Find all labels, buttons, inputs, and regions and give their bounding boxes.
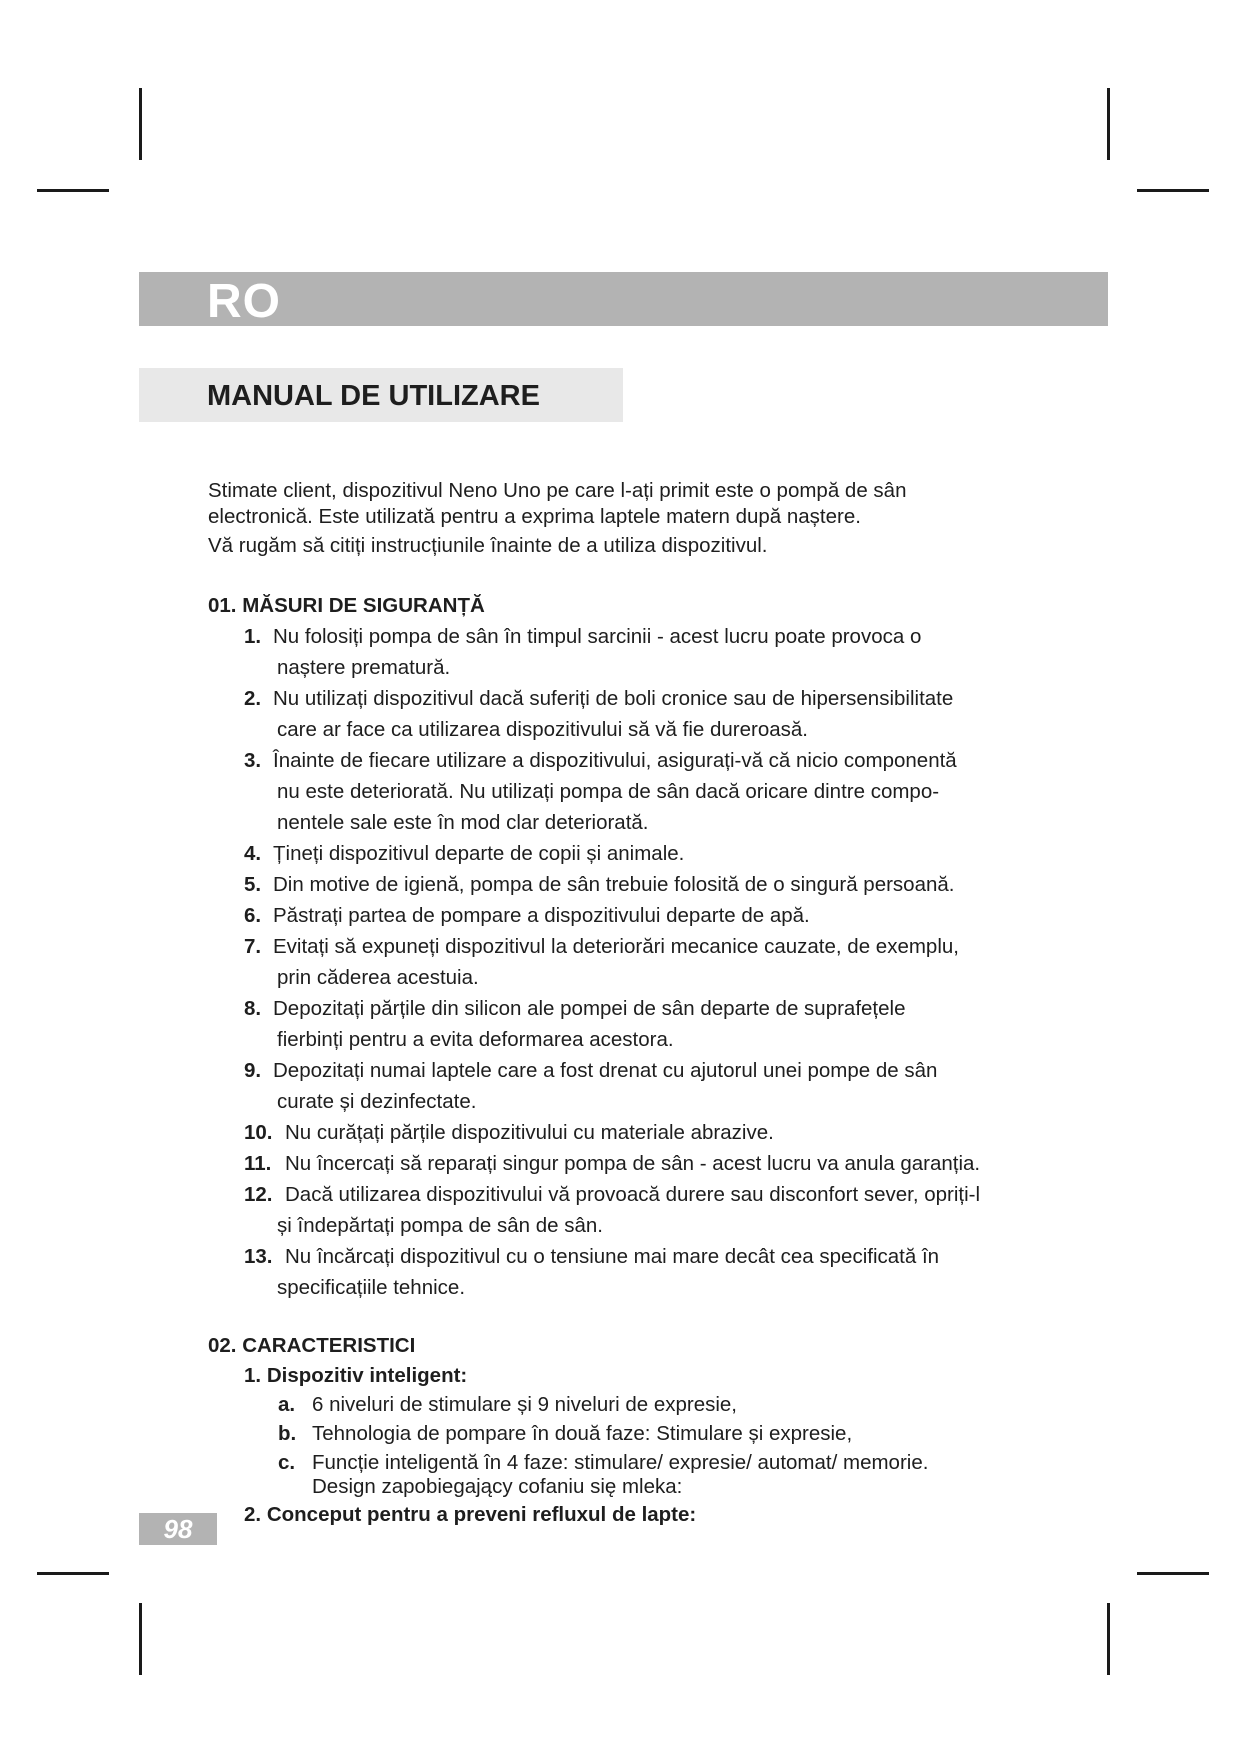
rule-text-line: naștere prematură. (277, 656, 451, 679)
sub-item-letter: b. (278, 1422, 297, 1445)
safety-rule-item (208, 869, 1088, 900)
safety-rule-item (208, 1241, 1088, 1303)
feature-sub-item (278, 1419, 1088, 1448)
feature-sub-item (278, 1448, 1088, 1500)
safety-rule-item (208, 621, 1088, 683)
safety-rule-item (208, 993, 1088, 1055)
sub-item-text: Tehnologia de pompare în două faze: Stimulare și expresie, (312, 1422, 853, 1445)
crop-mark-top-left-horizontal (37, 189, 109, 192)
safety-rule-item (208, 745, 1088, 838)
features-heading: 02. CARACTERISTICI (208, 1334, 416, 1357)
sub-item-letter: c. (278, 1451, 296, 1474)
sub-item-letter: a. (278, 1393, 296, 1416)
rule-text-line: și îndepărtați pompa de sân de sân. (277, 1214, 603, 1237)
feature-title: Conceput pentru a preveni refluxul de lapte: (266, 1503, 697, 1526)
rule-text-line: nu este deteriorată. Nu utilizați pompa de sân dacă oricare dintre compo- (277, 780, 940, 803)
rule-number: 5. (244, 873, 262, 896)
rule-text-line: Înainte de fiecare utilizare a dispozitivului, asigurați-vă că nicio componentă (273, 749, 957, 772)
feature-item (208, 1500, 1088, 1529)
rule-text-line: Evitați să expuneți dispozitivul la deteriorări mecanice cauzate, de exemplu, (273, 935, 959, 958)
rule-text-line: care ar face ca utilizarea dispozitivului să vă fie dureroasă. (277, 718, 808, 741)
safety-rule-item (208, 1148, 1088, 1179)
rule-number: 4. (244, 842, 262, 865)
language-bar (139, 272, 1108, 326)
rule-number: 7. (244, 935, 262, 958)
rule-number: 11. (244, 1152, 272, 1175)
safety-heading: 01. MĂSURI DE SIGURANȚĂ (208, 594, 485, 617)
feature-sub-item (278, 1390, 1088, 1419)
crop-mark-top-left-vertical (139, 88, 142, 160)
crop-mark-bottom-left-vertical (139, 1603, 142, 1675)
sub-item-text: Funcție inteligentă în 4 faze: stimulare/ expresie/ automat/ memorie. (312, 1451, 929, 1474)
rule-text-line: Dacă utilizarea dispozitivului vă provoacă durere sau disconfort sever, opriți-l (285, 1183, 981, 1206)
intro-paragraph (208, 478, 1088, 559)
safety-rule-item (208, 1117, 1088, 1148)
intro-line: Stimate client, dispozitivul Neno Uno pe care l-ați primit este o pompă de sân (208, 479, 907, 502)
rule-text-line: Păstrați partea de pompare a dispozitivului departe de apă. (273, 904, 810, 927)
crop-mark-top-right-horizontal (1137, 189, 1209, 192)
rule-number: 6. (244, 904, 262, 927)
page-title: MANUAL DE UTILIZARE (207, 380, 540, 412)
rule-text-line: Nu utilizați dispozitivul dacă suferiți de boli cronice sau de hipersensibilitate (273, 687, 954, 710)
safety-rules-list (208, 621, 1088, 1303)
rule-text-line: Nu curățați părțile dispozitivului cu materiale abrazive. (285, 1121, 774, 1144)
rule-text-line: Din motive de igienă, pompa de sân trebuie folosită de o singură persoană. (273, 873, 955, 896)
crop-mark-bottom-right-vertical (1107, 1603, 1110, 1675)
rule-text-line: curate și dezinfectate. (277, 1090, 477, 1113)
safety-rule-item (208, 900, 1088, 931)
rule-text-line: nentele sale este în mod clar deteriorată. (277, 811, 649, 834)
rule-text-line: Depozitați numai laptele care a fost drenat cu ajutorul unei pompe de sân (273, 1059, 938, 1082)
feature-number: 1. (244, 1364, 262, 1387)
sub-item-text: 6 niveluri de stimulare și 9 niveluri de expresie, (312, 1393, 738, 1416)
crop-mark-bottom-right-horizontal (1137, 1572, 1209, 1575)
rule-number: 8. (244, 997, 262, 1020)
rule-number: 12. (244, 1183, 273, 1206)
rule-number: 3. (244, 749, 262, 772)
rule-text-line: Depozitați părțile din silicon ale pompei de sân departe de suprafețele (273, 997, 906, 1020)
rule-text-line: Nu încărcați dispozitivul cu o tensiune mai mare decât cea specificată în (285, 1245, 940, 1268)
rule-text-line: fierbinți pentru a evita deformarea acestora. (277, 1028, 674, 1051)
rule-text-line: prin căderea acestuia. (277, 966, 479, 989)
rule-number: 1. (244, 625, 262, 648)
safety-rule-item (208, 838, 1088, 869)
rule-text-line: Țineți dispozitivul departe de copii și animale. (273, 842, 685, 865)
rule-number: 13. (244, 1245, 273, 1268)
rule-text-line: Nu folosiți pompa de sân în timpul sarcinii - acest lucru poate provoca o (273, 625, 922, 648)
safety-rule-item (208, 931, 1088, 993)
page-number: 98 (139, 1513, 217, 1545)
feature-item (208, 1361, 1088, 1500)
crop-mark-bottom-left-horizontal (37, 1572, 109, 1575)
page-title-bar (139, 368, 623, 422)
feature-number: 2. (244, 1503, 262, 1526)
features-list (208, 1361, 1088, 1529)
rule-text-line: specificațiile tehnice. (277, 1276, 466, 1299)
crop-mark-top-right-vertical (1107, 88, 1110, 160)
safety-rule-item (208, 1179, 1088, 1241)
safety-rule-item (208, 1055, 1088, 1117)
rule-number: 9. (244, 1059, 262, 1082)
rule-number: 2. (244, 687, 262, 710)
sub-item-extra: Design zapobiegający cofaniu się mleka: (312, 1475, 683, 1498)
feature-title: Dispozitiv inteligent: (266, 1364, 468, 1387)
main-content (208, 478, 1088, 1529)
feature-sub-list (244, 1390, 1088, 1500)
intro-line: electronică. Este utilizată pentru a exprima laptele matern după naștere. (208, 505, 861, 528)
intro-line: Vă rugăm să citiți instrucțiunile înainte de a utiliza dispozitivul. (208, 534, 768, 557)
safety-rule-item (208, 683, 1088, 745)
rule-number: 10. (244, 1121, 273, 1144)
language-code: RO (207, 275, 281, 328)
rule-text-line: Nu încercați să reparați singur pompa de sân - acest lucru va anula garanția. (285, 1152, 981, 1175)
